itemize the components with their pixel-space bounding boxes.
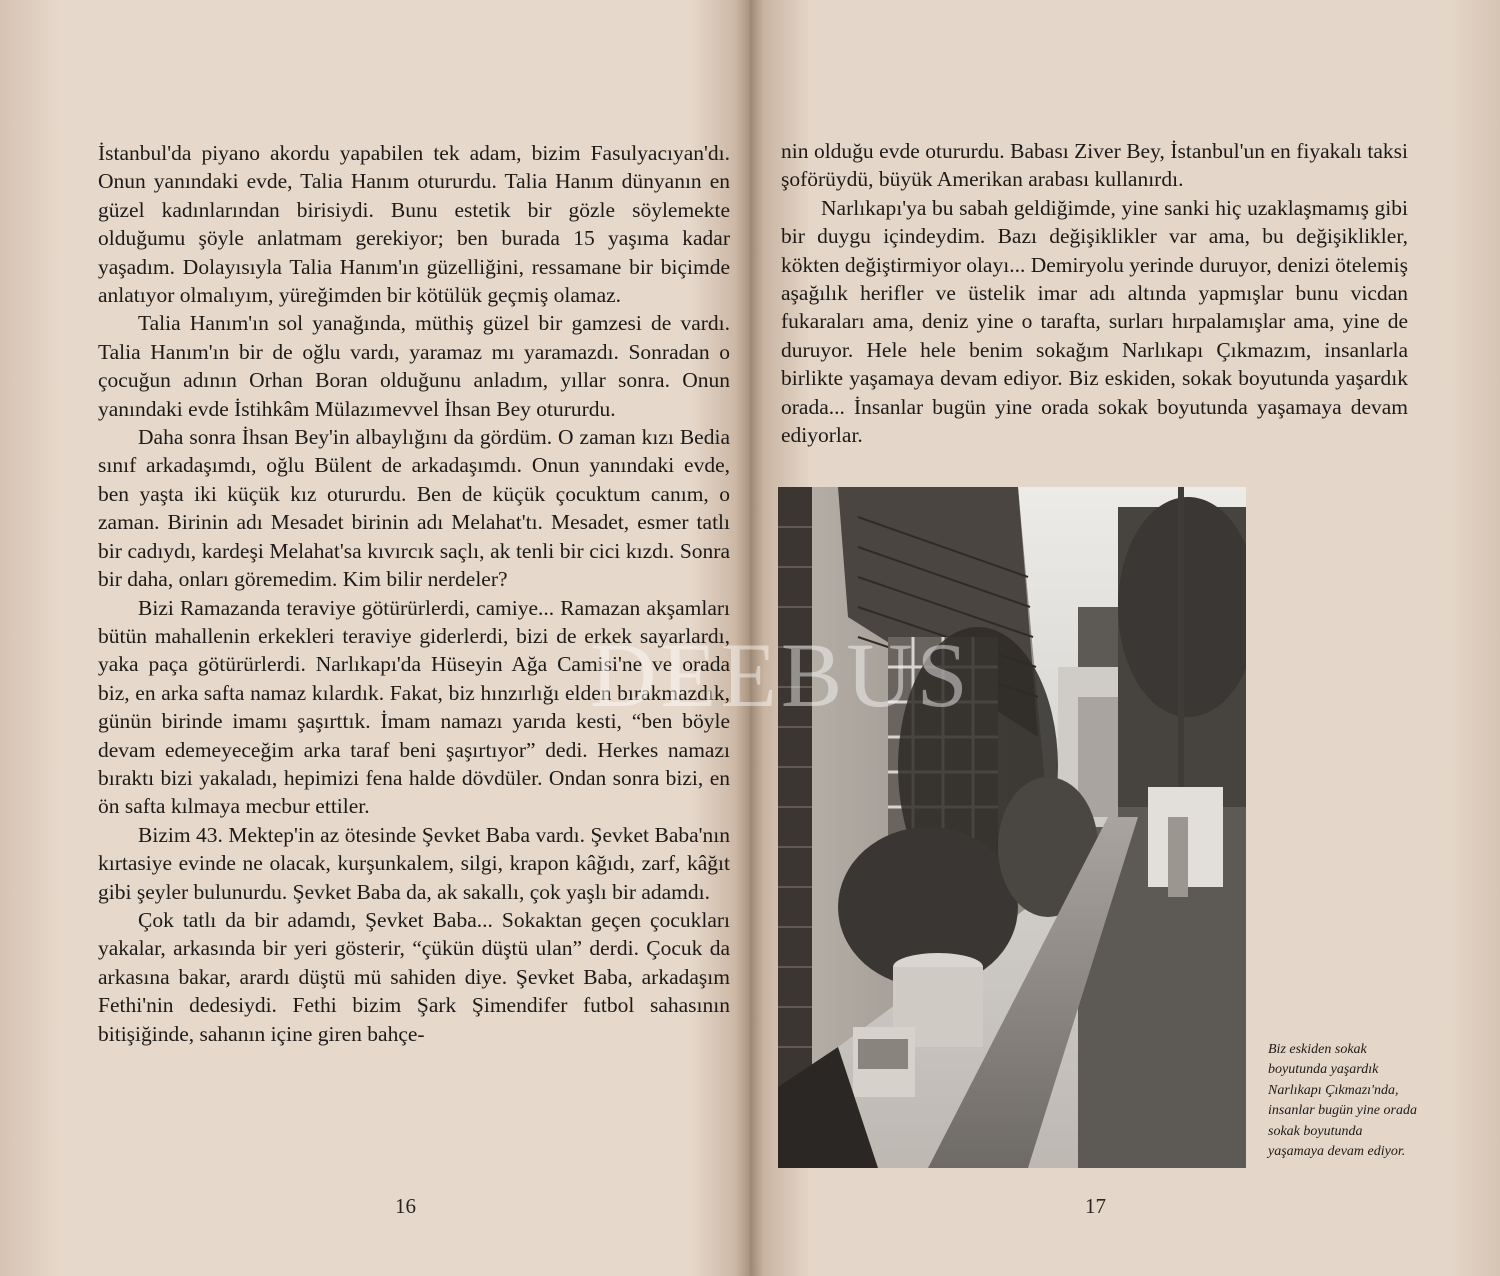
caption-line: Narlıkapı Çıkmazı'nda, xyxy=(1268,1082,1399,1098)
caption-line: yaşamaya devam ediyor. xyxy=(1268,1144,1406,1160)
paragraph: Talia Hanım'ın sol yanağında, müthiş güzel bir gamzesi de vardı. Talia Hanım'ın bir de oğlu vardı, yaramaz mı yaramazdı. Sonradan o çocuğun adının Orhan Boran olduğunu anladım, yıllar sonra. Onun yanındaki evde İstihkâm Mülazımevvel İhsan Bey otururdu. xyxy=(98,311,730,421)
paragraph: Daha sonra İhsan Bey'in albaylığını da gördüm. O zaman kızı Bedia sınıf arkadaşımdı, oğlu Bülent de arkadaşımdı. Onun yanındaki evde, ben yaşta iki küçük kız otururdu. Ben de küçük çocuktum canım, o zaman. Birinin adı Mesadet birinin adı Melahat'tı. Mesadet, esmer tatlı bir cadıydı, kardeşi Melahat'sa kıvırcık saçlı, ak tenli bir cici kızdı. Sonra bir daha, onları göremedim. Kim bilir nerdeler? xyxy=(98,425,730,592)
paragraph: nin olduğu evde otururdu. Babası Ziver Bey, İstanbul'un en fiyakalı taksi şoförüydü, büyük Amerikan arabası kullanırdı. xyxy=(781,139,1408,192)
caption-line: insanlar bugün yine orada xyxy=(1268,1103,1417,1119)
page-number-left: 16 xyxy=(395,1194,416,1218)
paragraph: Narlıkapı'ya bu sabah geldiğimde, yine sanki hiç uzaklaşmamış gibi bir duygu içindeydim. Bazı değişiklikler var ama, bu değişiklikler, kökten değiştirmiyor olayı... Demiryolu yerinde duruyor, denizi ötelemiş aşağılık herifler ve üstelik imar adı altında yapmışlar bunu vicdan fukaraları ama, deniz yine o tarafta, surları hırpalamışlar ama, yine de duruyor. Hele hele benim sokağım Narlıkapı Çıkmazım, insanlarla birlikte yaşamaya devam ediyor. Biz eskiden, sokak boyutunda yaşardık orada... İnsanlar bugün yine orada sokak boyutunda yaşamaya devam ediyorlar. xyxy=(781,195,1408,448)
page-number-right: 17 xyxy=(1085,1194,1106,1218)
watermark: DEEBUS xyxy=(590,624,972,726)
paragraph: Bizim 43. Mektep'in az ötesinde Şevket Baba vardı. Şevket Baba'nın kırtasiye evinde ne olacak, kurşunkalem, silgi, krapon kâğıdı, zarf, kâğıt gibi şeyler bulunurdu. Şevket Baba da, ak sakallı, çok yaşlı bir adamdı. xyxy=(98,822,730,904)
right-page-text xyxy=(781,137,1408,449)
caption-line: sokak boyutunda xyxy=(1268,1123,1363,1139)
caption-line: Biz eskiden sokak xyxy=(1268,1042,1367,1057)
paragraph: İstanbul'da piyano akordu yapabilen tek adam, bizim Fasulyacıyan'dı. Onun yanındaki evde, Talia Hanım otururdu. Talia Hanım dünyanın en güzel kadınlarından birisiydi. Bunu estetik bir gözle söylemekte olduğumu şöyle anlatmam gerekiyor; ben burada 15 yaşıma kadar yaşadım. Dolayısıyla Talia Hanım'ın güzelliğini, ressamane bir biçimde anlatıyor olmalıyım, yüreğimden bir kötülük geçmiş olamaz. xyxy=(98,141,730,308)
caption-line: boyutunda yaşardık xyxy=(1268,1062,1379,1078)
left-page-text xyxy=(98,139,730,1048)
photo-caption xyxy=(1268,1040,1468,1162)
paragraph: Çok tatlı da bir adamdı, Şevket Baba... Sokaktan geçen çocukları yakalar, arkasında bir yeri gösterir, “çükün düştü ulan” derdi. Çocuk da arkasına bakar, arardı düştü mü sahiden diye. Şevket Baba, arkadaşım Fethi'nin dedesiydi. Fethi bizim Şark Şimendifer futbol sahasının bitişiğinde, sahanın içine giren bahçe- xyxy=(98,907,730,1046)
alley-photo xyxy=(778,487,1246,1168)
paragraph: Bizi Ramazanda teraviye götürürlerdi, camiye... Ramazan akşamları bütün mahallenin erkekleri teraviye giderlerdi, bizi de erkek sayarlardı, yaka paça götürürlerdi. Narlıkapı'da Hüseyin Ağa Camisi'ne ve orada biz, en arka safta namaz kılardık. Fakat, biz hınzırlığı elden bırakmazdık, günün birinde imamı şaşırttık. İmam namazı yarıda kesti, “ben böyle devam edemeyeceğim arka taraf beni şaşırtıyor” dedi. Herkes namazı bıraktı bizi yakaladı, hepimizi fena halde dövdüler. Ondan sonra bizi, en ön safta kılmaya mecbur ettiler. xyxy=(98,595,730,819)
